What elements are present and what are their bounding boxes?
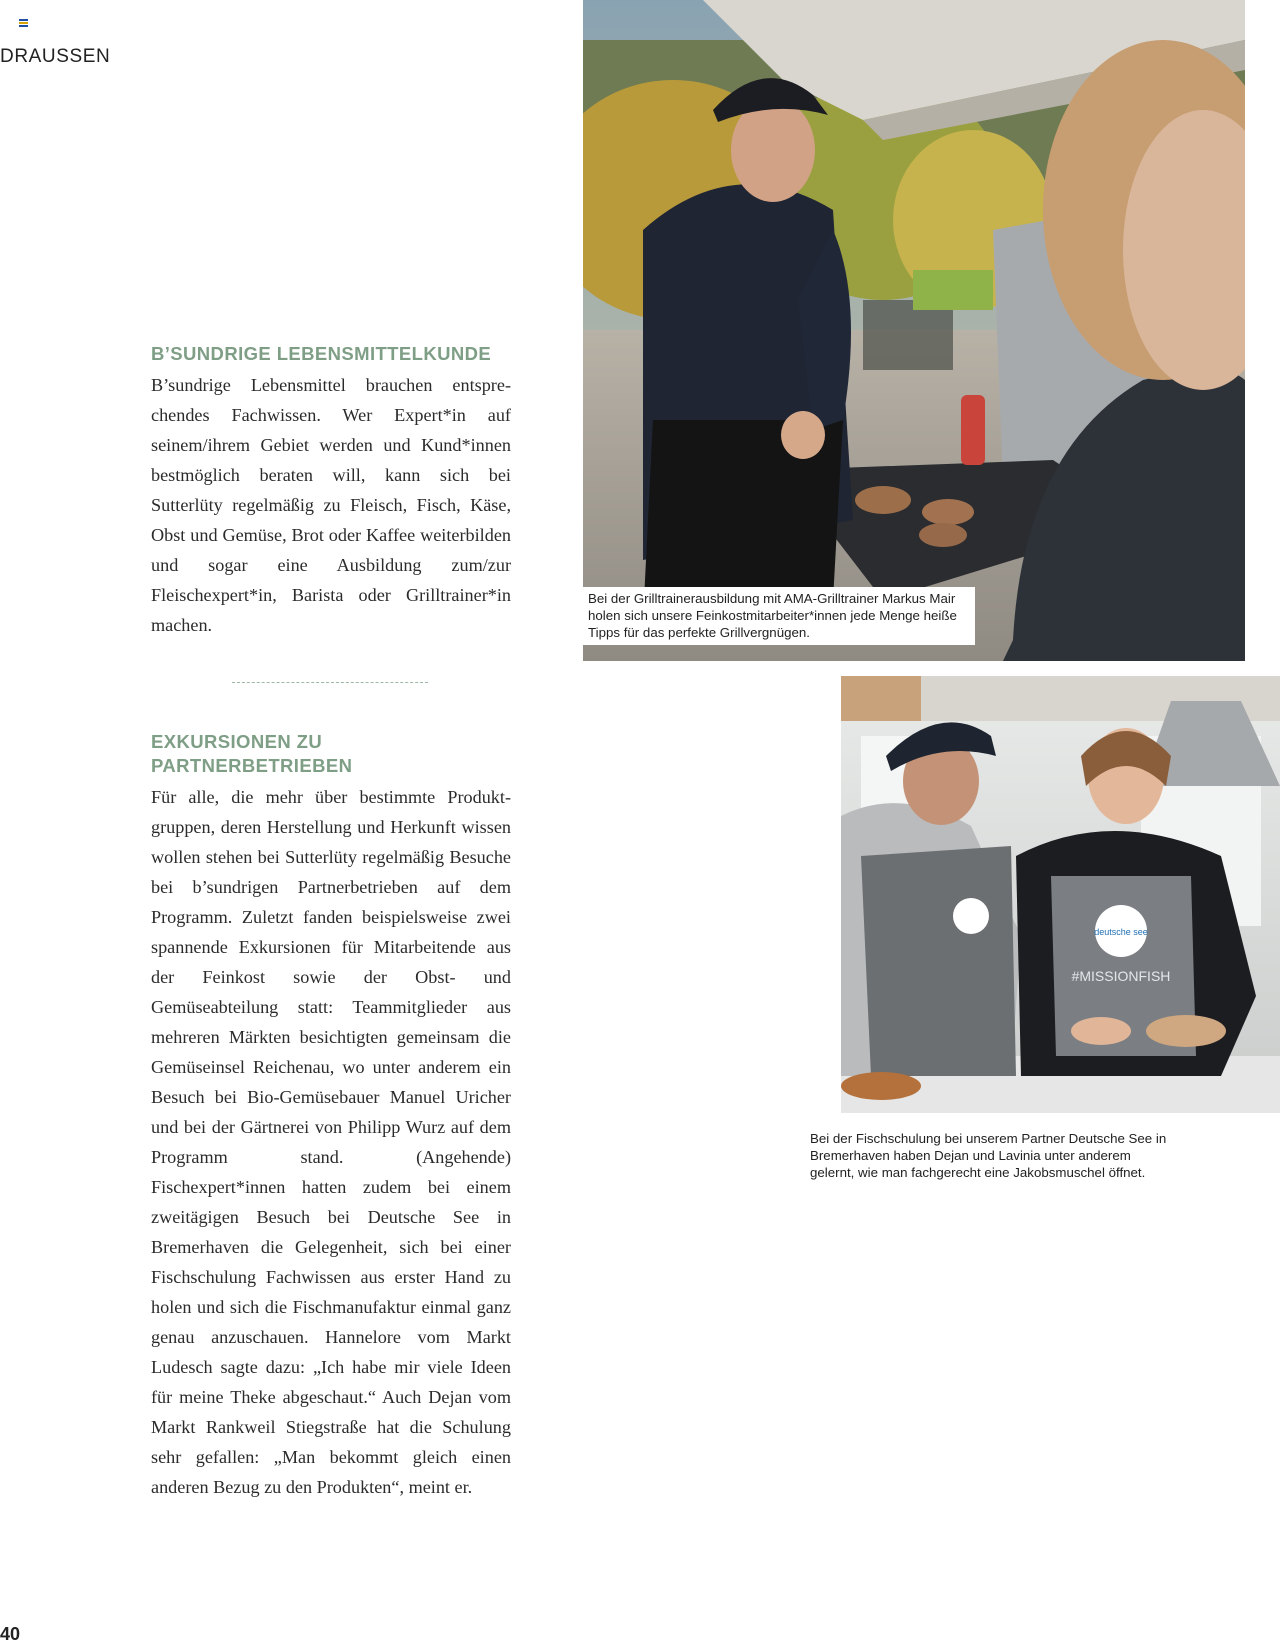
section-lebensmittelkunde (151, 342, 511, 640)
fish-photo-caption: Bei der Fischschulung bei unserem Partner Deutsche See in Bremerhaven haben Dejan und Lavinia unter anderem gelernt, wie man fachgerecht eine Jakobsmuschel öffnet. (810, 1131, 1167, 1180)
apron-logo-text: deutsche see (1094, 927, 1148, 937)
page-number: 40 (0, 1624, 21, 1644)
flag-stripe (19, 19, 28, 21)
section-exkursionen (151, 730, 511, 1502)
flag-stripe (19, 25, 28, 27)
section-body: B’sundrige Lebensmittel brauchen entsprechendes Fachwissen. Wer Expert*in auf seinem/ihrem Gebiet werden und Kund*innen bestmöglich beraten will, kann sich bei Sutterlüty regelmäßig zu Fleisch, Fisch, Käse, Obst und Gemüse, Brot oder Kaffee weiterbilden und sogar eine Ausbildung zum/zur Fleischexpert*in, Barista oder Grilltrainer*in machen. (151, 375, 511, 635)
fish-training-photo (841, 676, 1280, 1113)
section-body: Für alle, die mehr über bestimmte Produktgruppen, deren Herstellung und Herkunft wissen wollen stehen bei Sutterlüty regelmäßig Besuche bei b’sundrigen Partnerbetrieben auf dem Programm. Zuletzt fanden beispielsweise zwei spannende Exkursionen für Mitarbeitende aus der Feinkost sowie der Obst- und Gemüseabteilung statt: Teammitglieder aus mehreren Märkten besichtigten gemeinsam die Gemüseinsel Reichenau, wo unter anderem ein Besuch bei Bio-Gemüsebauer Manuel Uricher und bei der Gärtnerei von Philipp Wurz auf dem Programm stand. (Angehende) Fischexpert*innen hatten zudem bei einem zweitägigen Besuch bei Deutsche See in Bremerhaven die Gelegenheit, sich bei einer Fischschulung Fachwissen aus erster Hand zu holen und sich die Fischmanufaktur einmal ganz genau anzuschauen. Hannelore vom Markt Ludesch sagte dazu: „Ich habe mir viele Ideen für meine Theke abgeschaut.“ Auch Dejan vom Markt Rankweil Stiegstraße hat die Schulung sehr gefallen: „Man bekommt gleich einen anderen Bezug zu den Produkten“, meint er. (151, 787, 511, 1497)
fish-photo-illustration (841, 676, 1280, 1113)
flag-icon (19, 19, 28, 26)
section-heading: EXKURSIONEN ZU PARTNERBETRIEBEN (151, 731, 353, 776)
flag-stripe (19, 22, 28, 24)
grill-photo-caption: Bei der Grilltrainerausbildung mit AMA-Grilltrainer Markus Mair holen sich unsere Feinkostmitarbeiter*innen jede Menge heiße Tipps für das perfekte Grillvergnügen. (583, 587, 975, 645)
section-heading: B’SUNDRIGE LEBENSMITTELKUNDE (151, 343, 492, 364)
section-label: DRAUSSEN (0, 46, 111, 67)
apron-hashtag: #MISSIONFISH (1071, 968, 1171, 984)
grill-training-photo (583, 0, 1245, 661)
grill-photo-illustration (583, 0, 1245, 661)
section-divider (232, 682, 428, 683)
